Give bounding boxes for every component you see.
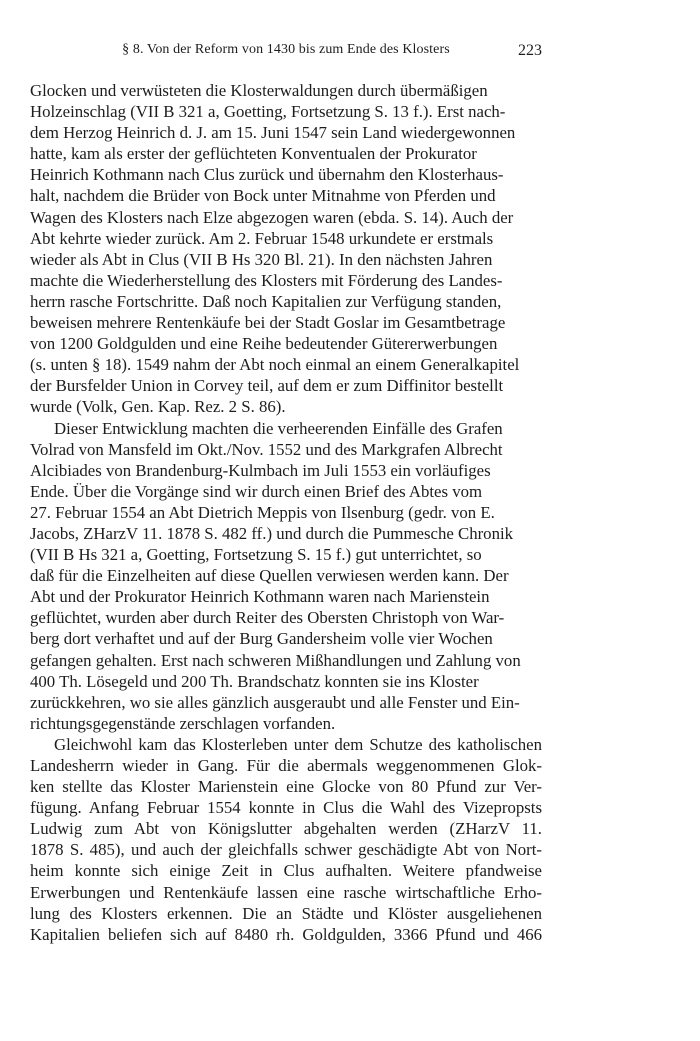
text-line: 1878 S. 485), und auch der gleichfalls schwer geschädigte Abt von Nort- [30,840,542,860]
page-number: 223 [518,42,542,59]
text-line: halt, nachdem die Brüder von Bock unter Mitnahme von Pferden und [30,186,496,206]
text-line: heim konnte sich einige Zeit in Clus aufhalten. Weitere pfandweise [30,861,542,881]
text-line: berg dort verhaftet und auf der Burg Gandersheim volle vier Wochen [30,629,493,649]
text-line: hatte, kam als erster der geflüchteten Konventualen der Prokurator [30,144,477,164]
text-line: herrn rasche Fortschritte. Daß noch Kapitalien zur Verfügung standen, [30,291,502,311]
text-line: Ludwig zum Abt von Königslutter abgehalten werden (ZHarzV 11. [30,819,542,839]
text-line: ken stellte das Kloster Marienstein eine Glocke von 80 Pfund zur Ver- [30,777,542,797]
paragraph-1 [30,80,542,418]
text-line: Holzeinschlag (VII B 321 a, Goetting, Fortsetzung S. 13 f.). Erst nach- [30,102,506,122]
text-line: Abt und der Prokurator Heinrich Kothmann waren nach Marienstein [30,587,490,607]
text-line: gefangen gehalten. Erst nach schweren Mißhandlungen und Zahlung von [30,650,521,670]
text-line: wurde (Volk, Gen. Kap. Rez. 2 S. 86). [30,397,286,417]
text-line: Volrad von Mansfeld im Okt./Nov. 1552 und des Markgrafen Albrecht [30,439,503,459]
text-line: fügung. Anfang Februar 1554 konnte in Clus die Wahl des Vizepropsts [30,798,542,818]
text-line: Dieser Entwicklung machten die verheerenden Einfälle des Grafen [54,418,503,438]
running-header [30,42,542,66]
text-line: Glocken und verwüsteten die Klosterwaldungen durch übermäßigen [30,81,488,100]
text-line: zurückkehren, wo sie alles gänzlich ausgeraubt und alle Fenster und Ein- [30,692,520,712]
text-line: der Bursfelder Union in Corvey teil, auf dem er zum Diffinitor bestellt [30,376,504,396]
text-line: von 1200 Goldgulden und eine Reihe bedeutender Gütererwerbungen [30,334,498,354]
paragraph-2 [30,418,542,734]
text-line: Gleichwohl kam das Klosterleben unter dem Schutze des katholischen [54,734,542,754]
text-line: (VII B Hs 321 a, Goetting, Fortsetzung S. 15 f.) gut unterrichtet, so [30,545,482,565]
text-line: Landesherrn wieder in Gang. Für die abermals weggenommenen Glok- [30,756,542,775]
text-line: machte die Wiederherstellung des Klosters mit Förderung des Landes- [30,270,503,290]
text-line: Wagen des Klosters nach Elze abgezogen waren (ebda. S. 14). Auch der [30,207,514,227]
text-line: 27. Februar 1554 an Abt Dietrich Meppis von Ilsenburg (gedr. von E. [30,502,495,522]
text-line: geflüchtet, wurden aber durch Reiter des Obersten Christoph von War- [30,608,505,628]
text-line: Heinrich Kothmann nach Clus zurück und übernahm den Klosterhaus- [30,165,504,185]
text-line: wieder als Abt in Clus (VII B Hs 320 Bl. 21). In den nächsten Jahren [30,249,493,269]
paragraph-3 [30,734,542,945]
text-line: (s. unten § 18). 1549 nahm der Abt noch einmal an einem Generalkapitel [30,355,520,375]
text-line: beweisen mehrere Rentenkäufe bei der Stadt Goslar im Gesamtbetrage [30,313,506,333]
text-line: Kapitalien beliefen sich auf 8480 rh. Goldgulden, 3366 Pfund und 466 [30,924,542,944]
text-line: richtungsgegenstände zerschlagen vorfanden. [30,713,336,733]
text-line: lung des Klosters erkennen. Die an Städte und Klöster ausgeliehenen [30,903,542,923]
text-line: Ende. Über die Vorgänge sind wir durch einen Brief des Abtes vom [30,481,483,501]
text-line: 400 Th. Lösegeld und 200 Th. Brandschatz konnten sie ins Kloster [30,671,479,691]
text-line: Abt kehrte wieder zurück. Am 2. Februar 1548 urkundete er erstmals [30,228,494,248]
running-title: § 8. Von der Reform von 1430 bis zum Ende des Klosters [122,42,450,57]
body-text [30,80,542,945]
text-line: daß für die Einzelheiten auf diese Quellen verwiesen werden kann. Der [30,566,509,586]
text-line: Jacobs, ZHarzV 11. 1878 S. 482 ff.) und durch die Pummesche Chronik [30,523,514,543]
text-line: Alcibiades von Brandenburg-Kulmbach im Juli 1553 ein vorläufiges [30,460,491,480]
text-line: Erwerbungen und Rentenkäufe lassen eine rasche wirtschaftliche Erho- [30,882,542,902]
text-line: dem Herzog Heinrich d. J. am 15. Juni 1547 sein Land wiedergewonnen [30,123,516,143]
